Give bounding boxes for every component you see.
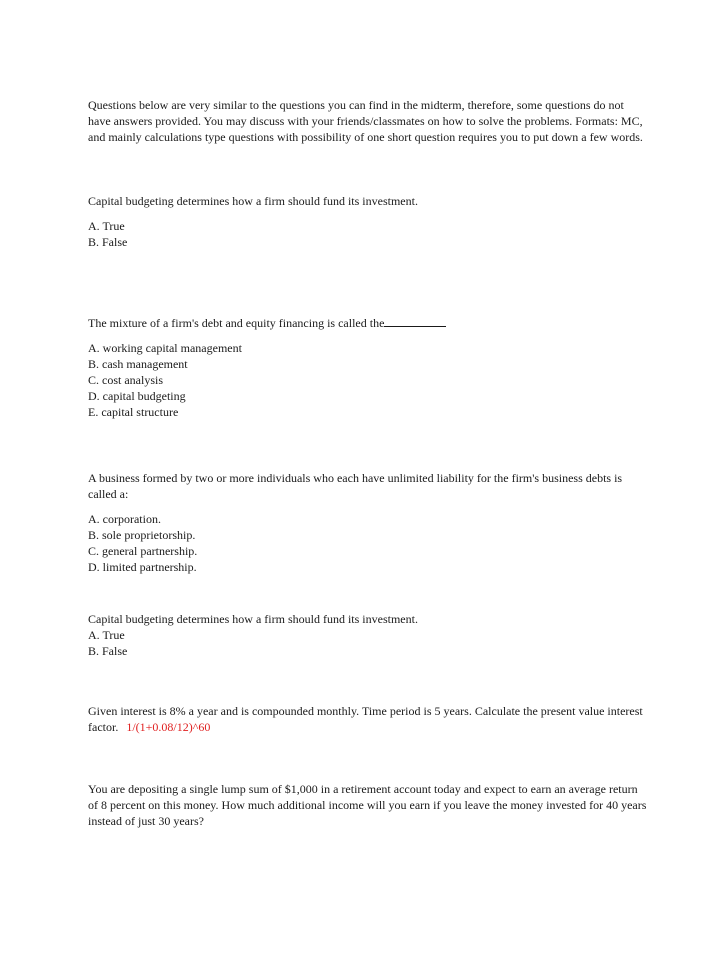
option-d: D. capital budgeting [88,389,186,403]
question-4-text: Capital budgeting determines how a firm should fund its investment. [88,612,418,626]
option-c: C. cost analysis [88,373,163,387]
question-1-options [88,218,648,250]
intro-text: Questions below are very similar to the questions you can find in the midterm, therefore, some questions do not have answers provided. You may discuss with your friends/classmates on how to solve the problems. Formats: MC, and mainly calculations type questions with possibility of one short question requires you to put down a few words. [88,98,643,144]
option-e: E. capital structure [88,405,179,419]
question-2 [88,314,648,420]
question-5-stem: Given interest is 8% a year and is compounded monthly. Time period is 5 years. Calculate the present value interest factor. [88,704,643,734]
answer-formula: 1/(1+0.08/12)^60 [126,720,211,734]
option-c: C. general partnership. [88,544,198,558]
question-2-stem: The mixture of a firm's debt and equity financing is called the [88,316,385,330]
question-2-options [88,340,648,420]
option-b: B. False [88,235,128,249]
option-a: A. True [88,219,125,233]
option-b: B. False [88,644,128,658]
question-2-text [88,314,648,331]
option-d: D. limited partnership. [88,560,197,574]
question-3-text: A business formed by two or more individuals who each have unlimited liability for the firm's business debts is called a: [88,471,623,501]
option-b: B. cash management [88,357,188,371]
question-6 [88,781,648,829]
option-b: B. sole proprietorship. [88,528,196,542]
question-6-text: You are depositing a single lump sum of $1,000 in a retirement account today and expect to earn an average return of 8 percent on this money. How much additional income will you earn if you leave the money invested for 40 years instead of just 30 years? [88,782,647,828]
question-4-options [88,627,648,659]
answer-blank [384,314,446,327]
question-1-text: Capital budgeting determines how a firm should fund its investment. [88,194,418,208]
option-a: A. True [88,628,125,642]
question-1 [88,193,648,250]
question-3 [88,470,648,575]
option-a: A. working capital management [88,341,242,355]
question-3-options [88,511,648,575]
question-5 [88,703,648,735]
intro-paragraph [88,97,648,145]
question-5-text [88,703,648,735]
question-4 [88,611,648,659]
option-a: A. corporation. [88,512,161,526]
